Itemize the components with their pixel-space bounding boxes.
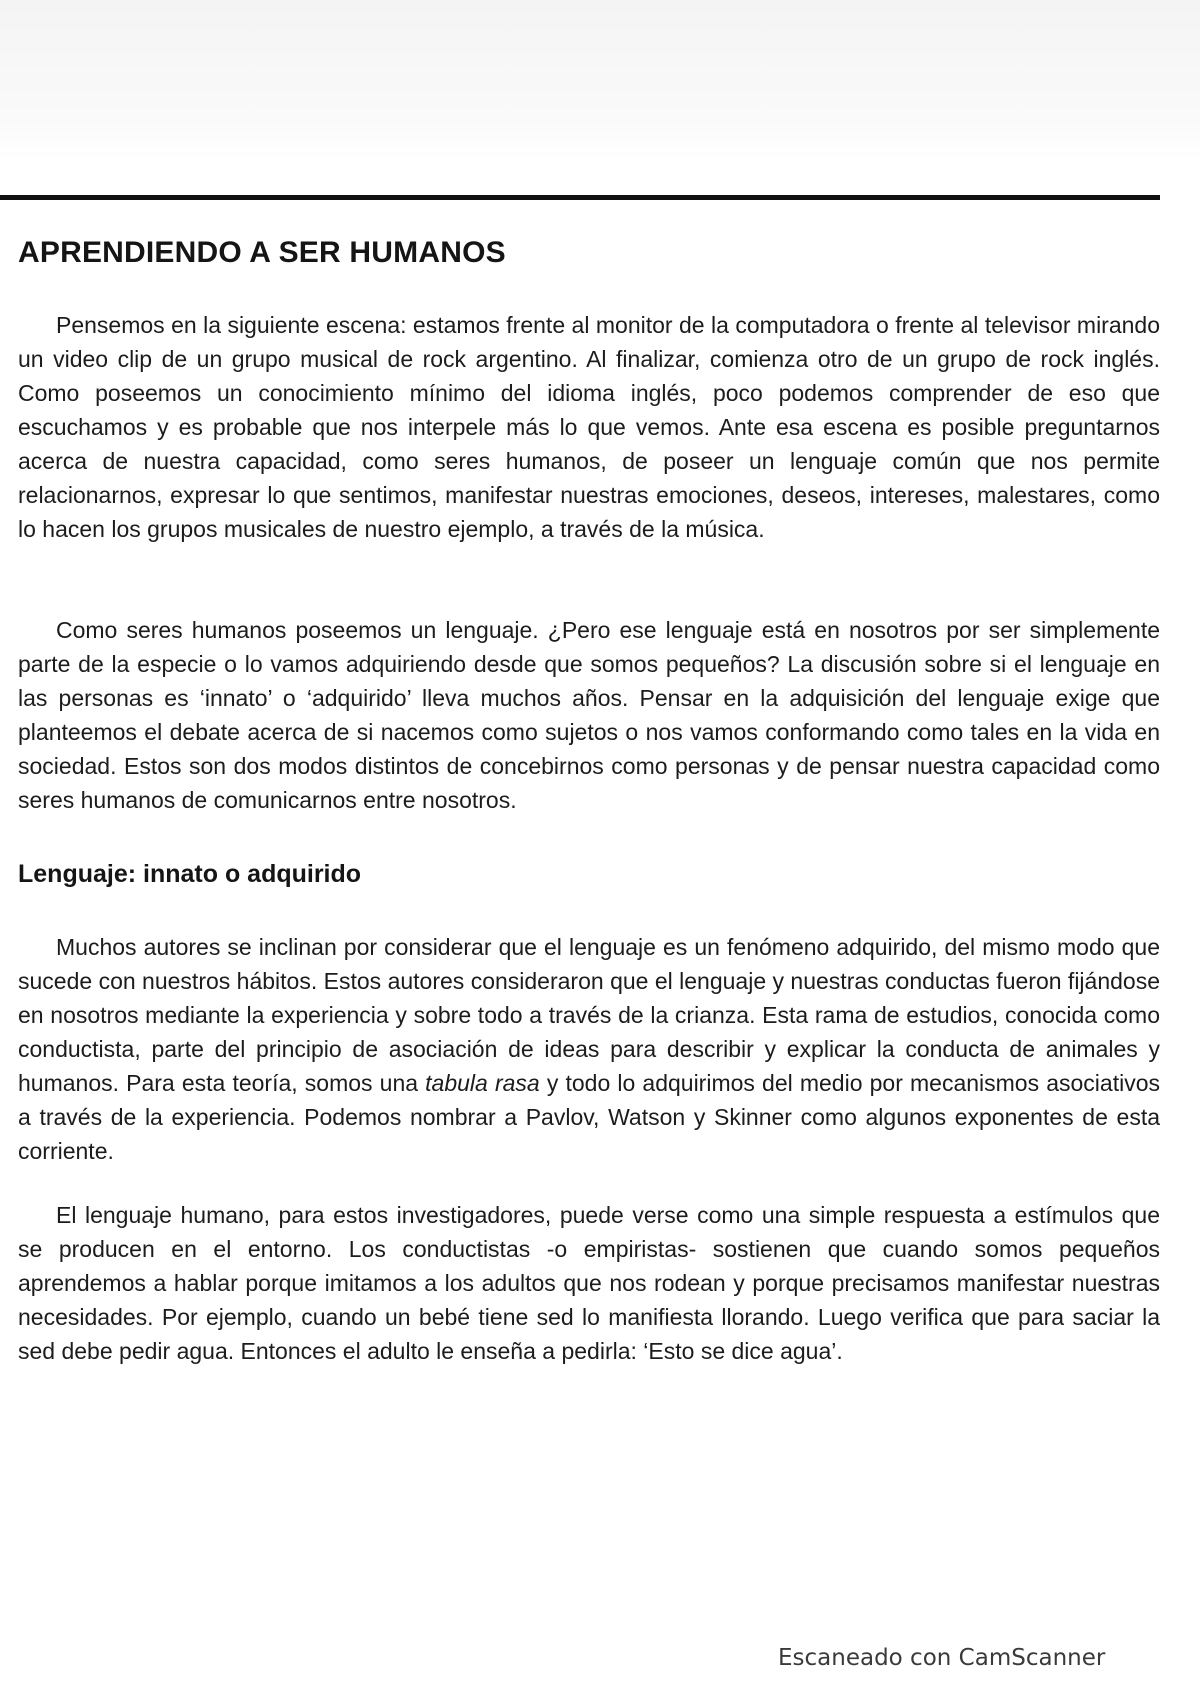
tabula-rasa-term: tabula rasa (425, 1070, 540, 1096)
paragraph-empiricists: El lenguaje humano, para estos investigadores, puede verse como una simple respuesta a estímulos que se producen en el entorno. Los conductistas -o empiristas- sostienen que cuando somos pequeños aprendemos a hablar porque imitamos a los adultos que nos rodean y porque precisamos manifestar nuestras necesidades. Por ejemplo, cuando un bebé tiene sed lo manifiesta llorando. Luego verifica que para saciar la sed debe pedir agua. Entonces el adulto le enseña a pedirla: ‘Esto se dice agua’. (18, 1202, 1160, 1364)
paragraph-innate-or-acquired: Como seres humanos poseemos un lenguaje. ¿Pero ese lenguaje está en nosotros por ser simplemente parte de la especie o lo vamos adquiriendo desde que somos pequeños? La discusión sobre si el lenguaje en las personas es ‘innato’ o ‘adquirido’ lleva muchos años. Pensar en la adquisición del lenguaje exige que planteemos el debate acerca de si nacemos como sujetos o nos vamos conformando como tales en la vida en sociedad. Estos son dos modos distintos de concebirnos como personas y de pensar nuestra capacidad como seres humanos de comunicarnos entre nosotros. (18, 617, 1160, 813)
scanner-watermark: Escaneado con CamScanner (778, 1645, 1106, 1671)
page-title: APRENDIENDO A SER HUMANOS (18, 236, 506, 269)
paragraph-behaviorism (18, 930, 1160, 1168)
paragraph-behaviorism-text-b: y todo lo adquirimos del medio por mecanismos asociativos a través de la experiencia. Podemos nombrar a Pavlov, Watson y Skinner como algunos exponentes de esta corriente. (18, 1070, 1160, 1164)
section-subtitle: Lenguaje: innato o adquirido (18, 860, 362, 888)
paragraph-behaviorism-text-a: Muchos autores se inclinan por considerar que el lenguaje es un fenómeno adquirido, del mismo modo que sucede con nuestros hábitos. Estos autores consideraron que el lenguaje y nuestras conductas fueron fijándose en nosotros mediante la experiencia y sobre todo a través de la crianza. Esta rama de estudios, conocida como conductista, parte del principio de asociación de ideas para describir y explicar la conducta de animales y humanos. Para esta teoría, somos una (18, 934, 1160, 1096)
top-rule (0, 195, 1160, 200)
paragraph-intro: Pensemos en la siguiente escena: estamos frente al monitor de la computadora o frente al televisor mirando un video clip de un grupo musical de rock argentino. Al finalizar, comienza otro de un grupo de rock inglés. Como poseemos un conocimiento mínimo del idioma inglés, poco podemos comprender de eso que escuchamos y es probable que nos interpele más lo que vemos. Ante esa escena es posible preguntarnos acerca de nuestra capacidad, como seres humanos, de poseer un lenguaje común que nos permite relacionarnos, expresar lo que sentimos, manifestar nuestras emociones, deseos, intereses, malestares, como lo hacen los grupos musicales de nuestro ejemplo, a través de la música. (18, 312, 1160, 542)
